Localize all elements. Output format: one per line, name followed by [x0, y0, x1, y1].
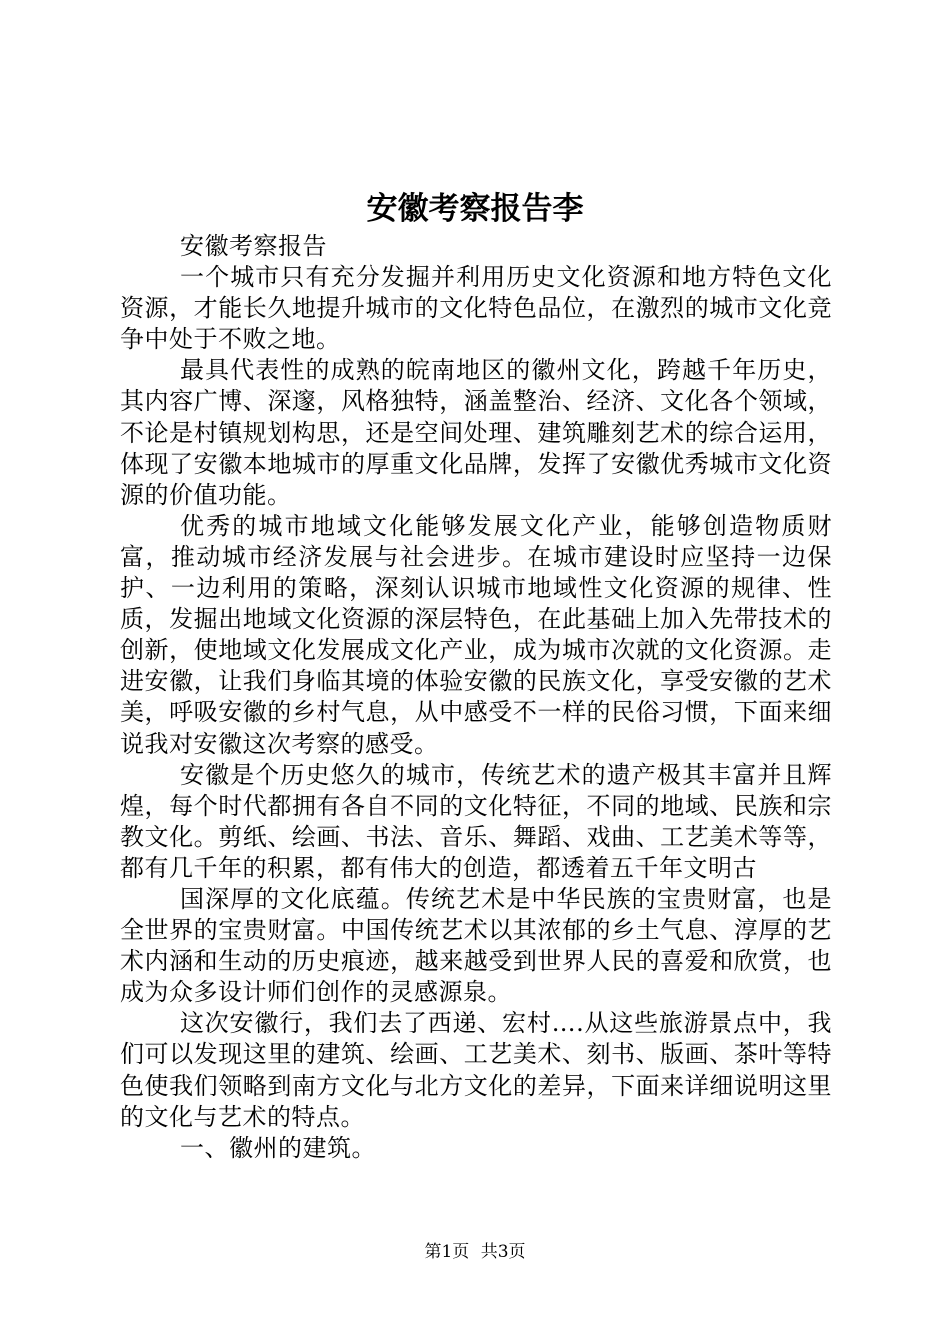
- paragraph: 优秀的城市地域文化能够发展文化产业，能够创造物质财富，推动城市经济发展与社会进步。在城市建设时应坚持一边保护、一边利用的策略，深刻认识城市地域性文化资源的规律、性质，发掘出地域文化资源的深层特色，在此基础上加入先带技术的创新，使地域文化发展成文化产业，成为城市次就的文化资源。走进安徽，让我们身临其境的体验安徽的民族文化，享受安徽的艺术美，呼吸安徽的乡村气息，从中感受不一样的民俗习惯，下面来细说我对安徽这次考察的感受。: [120, 511, 832, 758]
- paragraph-subtitle: 安徽考察报告: [180, 232, 327, 260]
- page-total: 共3页: [480, 1242, 526, 1262]
- page-number: 第1页: [424, 1242, 470, 1262]
- paragraph: 国深厚的文化底蕴。传统艺术是中华民族的宝贵财富，也是全世界的宝贵财富。中国传统艺术以其浓郁的乡土气息、淳厚的艺术内涵和生动的历史痕迹，越来越受到世界人民的喜爱和欣赏，也成为众多设计师们创作的灵感源泉。: [120, 884, 832, 1007]
- paragraph: 安徽是个历史悠久的城市，传统艺术的遗产极其丰富并且辉煌，每个时代都拥有各自不同的文化特征，不同的地域、民族和宗教文化。剪纸、绘画、书法、音乐、舞蹈、戏曲、工艺美术等等，都有几千年的积累，都有伟大的创造，都透着五千年文明古: [120, 760, 832, 882]
- paragraph: 一个城市只有充分发掘并利用历史文化资源和地方特色文化资源，才能长久地提升城市的文化特色品位，在激烈的城市文化竞争中处于不败之地。: [120, 263, 832, 354]
- document-body: [120, 231, 832, 1164]
- document-title: 安徽考察报告李: [366, 191, 584, 227]
- section-heading: 一、徽州的建筑。: [180, 1133, 376, 1162]
- paragraph: 这次安徽行，我们去了西递、宏村….从这些旅游景点中，我们可以发现这里的建筑、绘画、工艺美术、刻书、版画、茶叶等特色使我们领略到南方文化与北方文化的差异，下面来详细说明这里的文化与艺术的特点。: [120, 1009, 832, 1131]
- paragraph: 最具代表性的成熟的皖南地区的徽州文化，跨越千年历史，其内容广博、深邃，风格独特，涵盖整治、经济、文化各个领域，不论是村镇规划构思，还是空间处理、建筑雕刻艺术的综合运用，体现了安徽本地城市的厚重文化品牌，发挥了安徽优秀城市文化资源的价值功能。: [120, 356, 832, 509]
- page-footer: [0, 1240, 950, 1264]
